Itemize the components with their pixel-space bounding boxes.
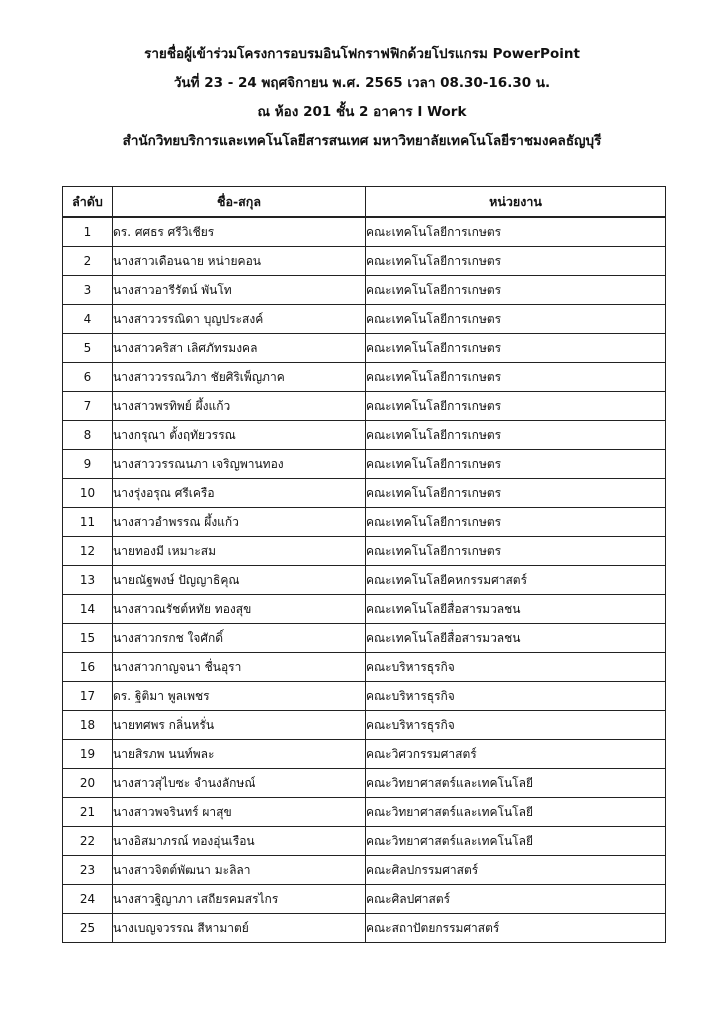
participant-name: นางสาวอำพรรณ ผึ้งแก้ว [113, 508, 366, 537]
row-number: 3 [63, 276, 113, 305]
table-row [63, 914, 666, 943]
row-number: 19 [63, 740, 113, 769]
table-row [63, 769, 666, 798]
participant-unit: คณะเทคโนโลยีการเกษตร [366, 334, 666, 363]
row-number: 10 [63, 479, 113, 508]
table-row [63, 653, 666, 682]
organizer: สำนักวิทยบริการและเทคโนโลยีสารสนเทศ มหาวิทยาลัยเทคโนโลยีราชมงคลธัญบุรี [122, 133, 602, 149]
participant-name: นางสาววรรณวิภา ชัยศิริเพ็ญภาค [113, 363, 366, 392]
participant-name: นายสิรภพ นนท์พละ [113, 740, 366, 769]
table-row [63, 624, 666, 653]
table-row [63, 740, 666, 769]
document-header [0, 40, 724, 156]
row-number: 4 [63, 305, 113, 334]
table-row [63, 508, 666, 537]
table-row [63, 711, 666, 740]
column-header-name: ชื่อ-สกุล [113, 187, 366, 218]
participant-name: นางสาวณรัชต์หทัย ทองสุข [113, 595, 366, 624]
row-number: 25 [63, 914, 113, 943]
participant-name: นางสาวพรทิพย์ ผึ้งแก้ว [113, 392, 366, 421]
participant-name: นางสาวฐิญาภา เสถียรคมสรไกร [113, 885, 366, 914]
table-row [63, 856, 666, 885]
row-number: 2 [63, 247, 113, 276]
participant-unit: คณะเทคโนโลยีคหกรรมศาสตร์ [366, 566, 666, 595]
participant-name: นางสาวอารีรัตน์ พันโท [113, 276, 366, 305]
row-number: 22 [63, 827, 113, 856]
document-title: รายชื่อผู้เข้าร่วมโครงการอบรมอินโฟกราฟฟิกด้วยโปรแกรม PowerPoint [144, 46, 580, 62]
table-row [63, 595, 666, 624]
participant-unit: คณะสถาปัตยกรรมศาสตร์ [366, 914, 666, 943]
participant-name: นางเบญจวรรณ สีหามาตย์ [113, 914, 366, 943]
participant-name: นางสาวเดือนฉาย หน่ายคอน [113, 247, 366, 276]
participant-name: นางสาววรรณิดา บุญประสงค์ [113, 305, 366, 334]
table-row [63, 392, 666, 421]
participant-name: นางรุ่งอรุณ ศรีเครือ [113, 479, 366, 508]
row-number: 8 [63, 421, 113, 450]
column-header-unit: หน่วยงาน [366, 187, 666, 218]
table-row [63, 537, 666, 566]
table-row [63, 798, 666, 827]
table-row [63, 479, 666, 508]
participant-unit: คณะบริหารธุรกิจ [366, 711, 666, 740]
row-number: 20 [63, 769, 113, 798]
participant-unit: คณะวิศวกรรมศาสตร์ [366, 740, 666, 769]
row-number: 7 [63, 392, 113, 421]
participant-unit: คณะเทคโนโลยีการเกษตร [366, 363, 666, 392]
participant-name: นางสาวกาญจนา ชื่นอุรา [113, 653, 366, 682]
participant-name: นายทองมี เหมาะสม [113, 537, 366, 566]
participant-name: นายทศพร กลิ่นหรั่น [113, 711, 366, 740]
participant-unit: คณะวิทยาศาสตร์และเทคโนโลยี [366, 827, 666, 856]
participant-unit: คณะเทคโนโลยีการเกษตร [366, 508, 666, 537]
participant-unit: คณะบริหารธุรกิจ [366, 682, 666, 711]
participant-unit: คณะเทคโนโลยีสื่อสารมวลชน [366, 595, 666, 624]
participant-name: นางสาววรรณนภา เจริญพานทอง [113, 450, 366, 479]
participant-unit: คณะวิทยาศาสตร์และเทคโนโลยี [366, 769, 666, 798]
participant-unit: คณะเทคโนโลยีการเกษตร [366, 247, 666, 276]
row-number: 18 [63, 711, 113, 740]
participant-name: นางอิสมาภรณ์ ทองอุ่นเรือน [113, 827, 366, 856]
event-date-time: วันที่ 23 - 24 พฤศจิกายน พ.ศ. 2565 เวลา 08.30-16.30 น. [173, 75, 551, 91]
participant-name: นางสาวสุไบซะ จำนงลักษณ์ [113, 769, 366, 798]
row-number: 6 [63, 363, 113, 392]
row-number: 16 [63, 653, 113, 682]
table-row [63, 885, 666, 914]
row-number: 5 [63, 334, 113, 363]
participant-unit: คณะเทคโนโลยีการเกษตร [366, 479, 666, 508]
participant-table [62, 186, 666, 943]
table-row [63, 421, 666, 450]
participant-unit: คณะเทคโนโลยีการเกษตร [366, 305, 666, 334]
table-row [63, 276, 666, 305]
participant-unit: คณะบริหารธุรกิจ [366, 653, 666, 682]
participant-name: นางกรุณา ตั้งฤทัยวรรณ [113, 421, 366, 450]
column-header-number: ลำดับ [63, 187, 113, 218]
table-row [63, 682, 666, 711]
participant-name: นางสาวกรกช ใจศักดิ์ [113, 624, 366, 653]
row-number: 14 [63, 595, 113, 624]
participant-unit: คณะเทคโนโลยีสื่อสารมวลชน [366, 624, 666, 653]
participant-unit: คณะศิลปกรรมศาสตร์ [366, 856, 666, 885]
table-body [63, 217, 666, 943]
table-row [63, 566, 666, 595]
row-number: 12 [63, 537, 113, 566]
table-row [63, 450, 666, 479]
participant-name: นายณัฐพงษ์ ปัญญาธิคุณ [113, 566, 366, 595]
row-number: 9 [63, 450, 113, 479]
table-row [63, 217, 666, 247]
table-header-row [63, 187, 666, 218]
row-number: 1 [63, 217, 113, 247]
participant-unit: คณะเทคโนโลยีการเกษตร [366, 421, 666, 450]
participant-name: นางสาวจิตต์พัฒนา มะลิลา [113, 856, 366, 885]
row-number: 23 [63, 856, 113, 885]
participant-name: ดร. ฐิติมา พูลเพชร [113, 682, 366, 711]
table-row [63, 827, 666, 856]
participant-unit: คณะเทคโนโลยีการเกษตร [366, 392, 666, 421]
participant-unit: คณะศิลปศาสตร์ [366, 885, 666, 914]
participant-unit: คณะเทคโนโลยีการเกษตร [366, 217, 666, 247]
row-number: 21 [63, 798, 113, 827]
row-number: 17 [63, 682, 113, 711]
event-location: ณ ห้อง 201 ชั้น 2 อาคาร I Work [257, 104, 467, 120]
table-row [63, 247, 666, 276]
participant-unit: คณะเทคโนโลยีการเกษตร [366, 276, 666, 305]
table-row [63, 363, 666, 392]
table-row [63, 334, 666, 363]
row-number: 15 [63, 624, 113, 653]
participant-name: นางสาวพจรินทร์ ผาสุข [113, 798, 366, 827]
participant-unit: คณะเทคโนโลยีการเกษตร [366, 450, 666, 479]
row-number: 24 [63, 885, 113, 914]
participant-unit: คณะวิทยาศาสตร์และเทคโนโลยี [366, 798, 666, 827]
participant-name: นางสาวคริสา เลิศภัทรมงคล [113, 334, 366, 363]
participant-unit: คณะเทคโนโลยีการเกษตร [366, 537, 666, 566]
row-number: 13 [63, 566, 113, 595]
row-number: 11 [63, 508, 113, 537]
table-row [63, 305, 666, 334]
participant-name: ดร. ศศธร ศรีวิเชียร [113, 217, 366, 247]
